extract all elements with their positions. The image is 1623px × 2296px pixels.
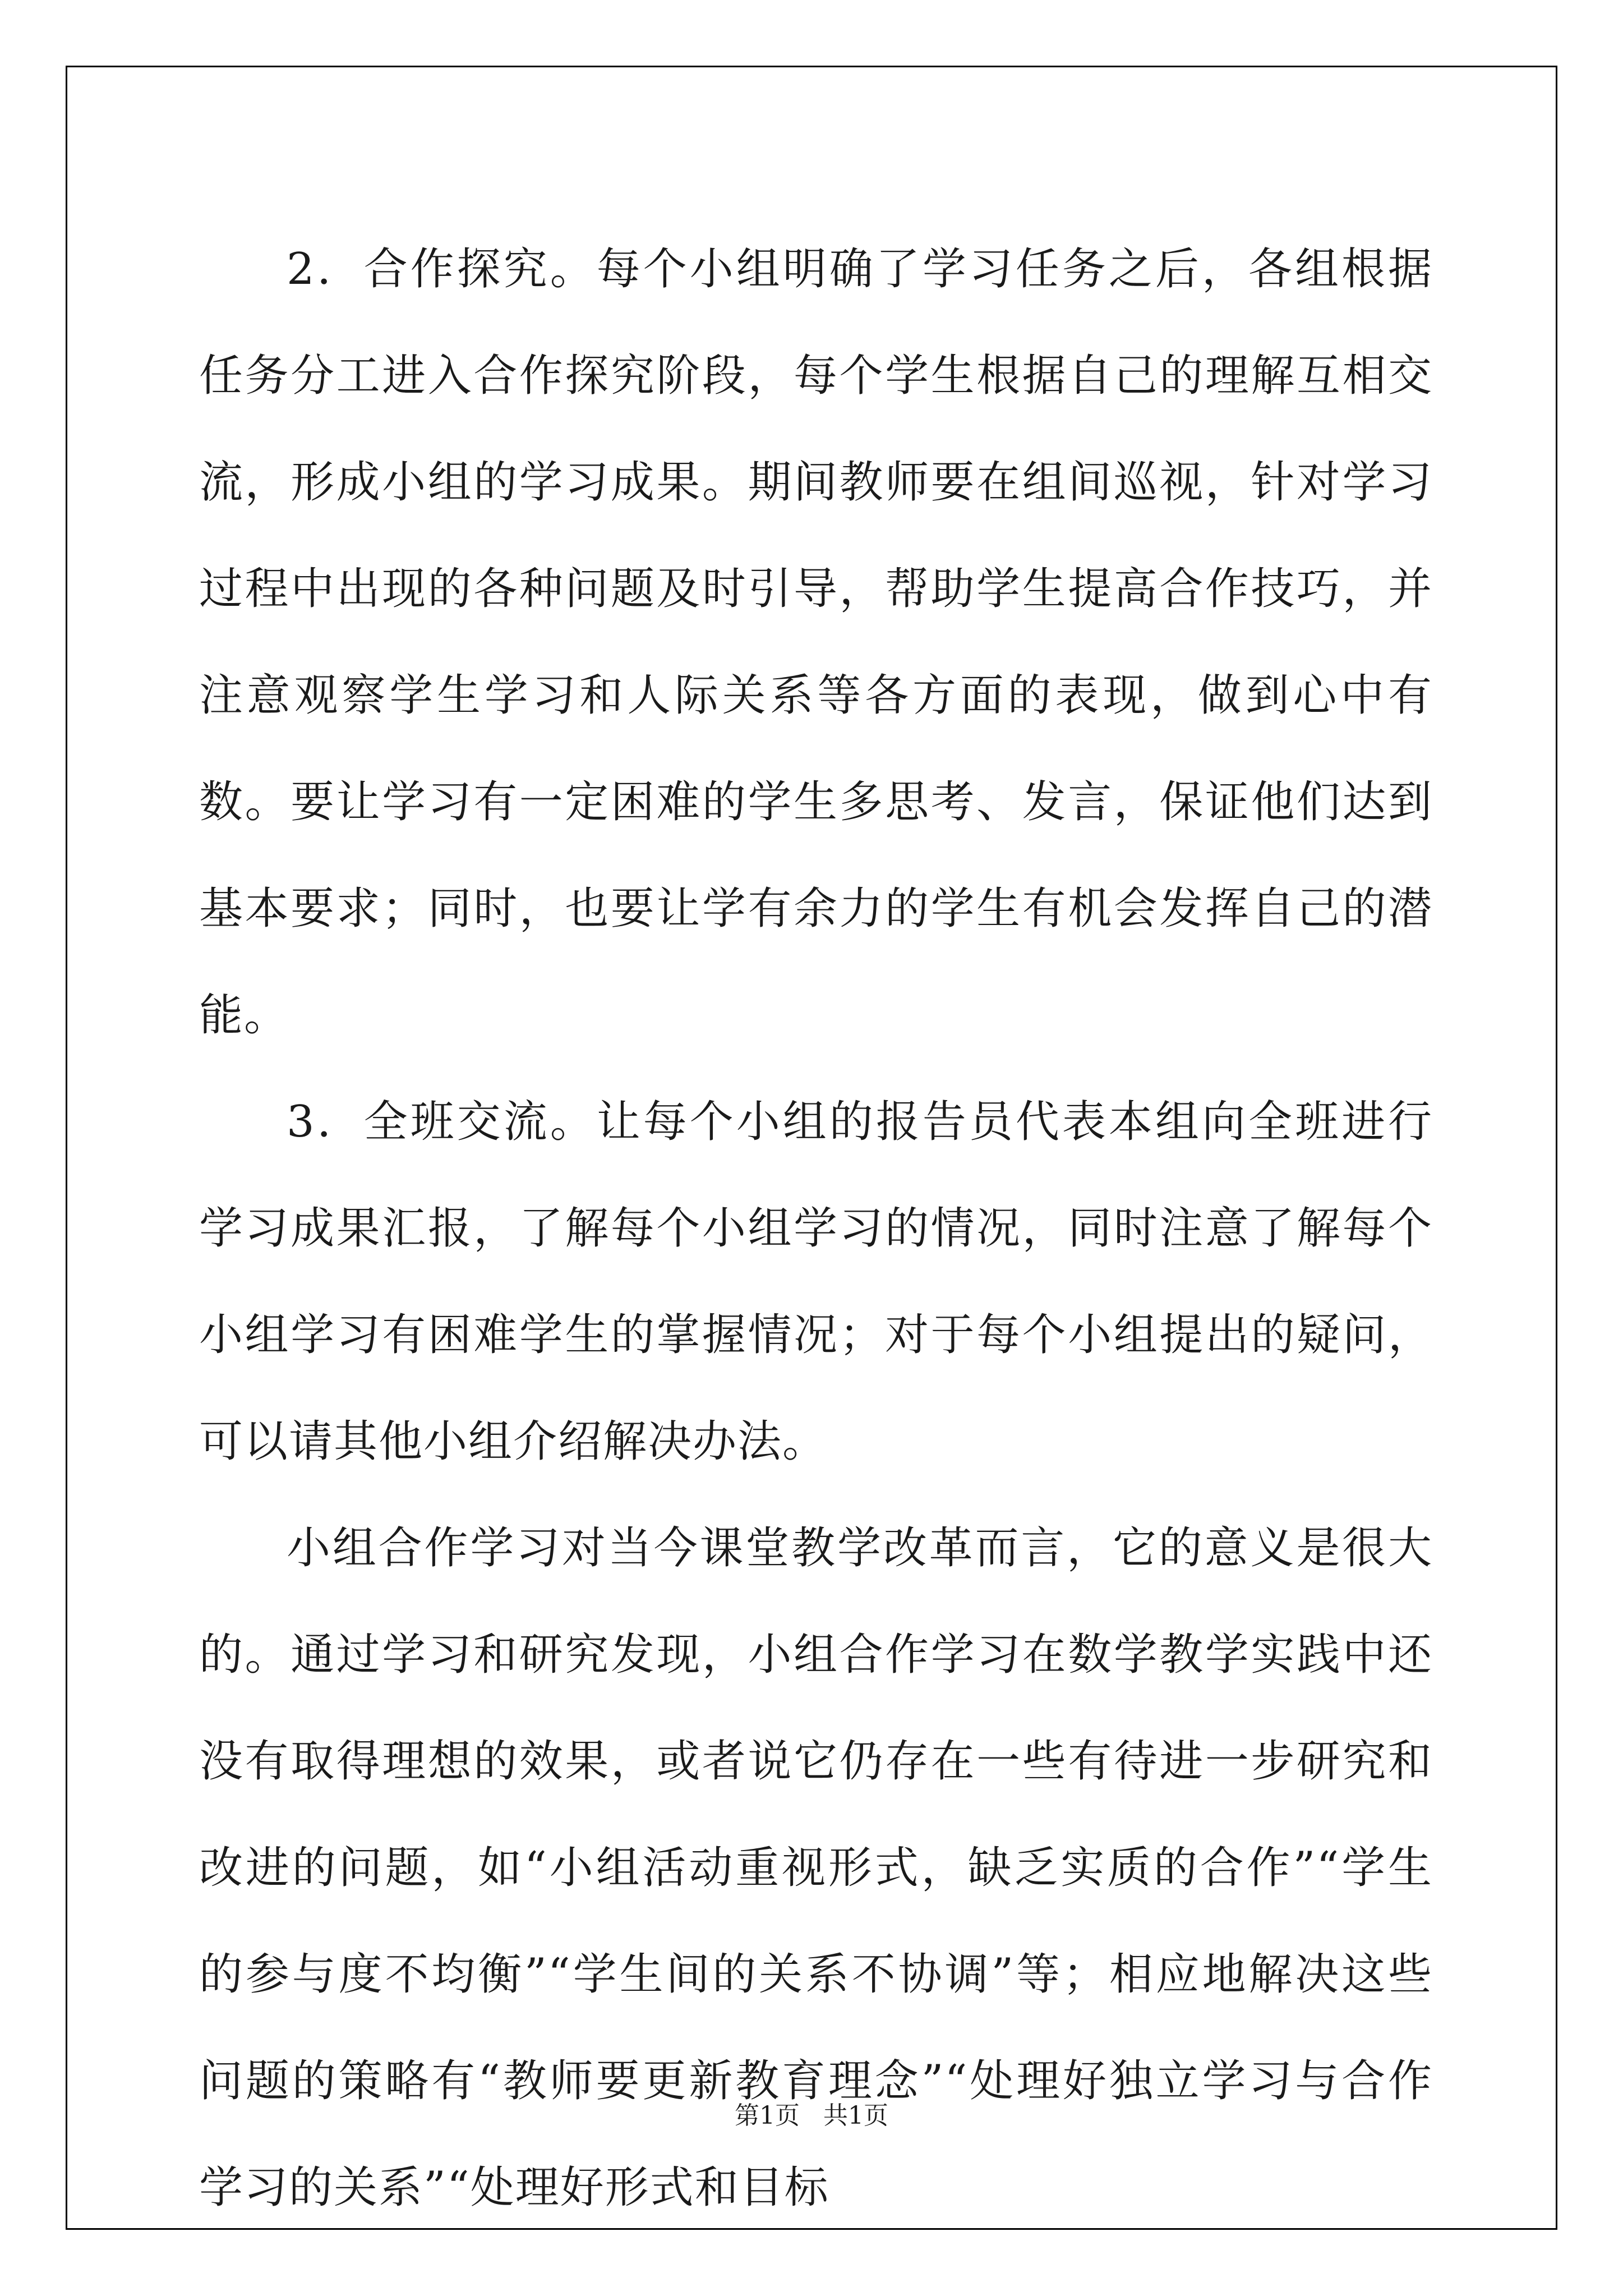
document-body (199, 216, 1433, 2241)
paragraph-class-exchange: 3．全班交流。让每个小组的报告员代表本组向全班进行学习成果汇报，了解每个小组学习的情况，同时注意了解每个小组学习有困难学生的掌握情况；对于每个小组提出的疑问，可以请其他小组介绍解决办法。 (199, 1097, 1433, 1467)
page-number-footer: 第1页 共1页 (735, 2101, 888, 2130)
paragraph-cooperative-inquiry: 2．合作探究。每个小组明确了学习任务之后，各组根据任务分工进入合作探究阶段，每个学生根据自己的理解互相交流，形成小组的学习成果。期间教师要在组间巡视，针对学习过程中出现的各种问题及时引导，帮助学生提高合作技巧，并注意观察学生学习和人际关系等各方面的表现，做到心中有数。要让学习有一定困难的学生多思考、发言，保证他们达到基本要求；同时，也要让学有余力的学生有机会发挥自己的潜能。 (199, 244, 1433, 1041)
paragraph-group-learning-significance: 小组合作学习对当今课堂教学改革而言，它的意义是很大的。通过学习和研究发现，小组合作学习在数学教学实践中还没有取得理想的效果，或者说它仍存在一些有待进一步研究和改进的问题，如“小组活动重视形式，缺乏实质的合作”“学生的参与度不均衡”“学生间的关系不协调”等；相应地解决这些问题的策略有“教师要更新教育理念”“处理好独立学习与合作学习的关系”“处理好形式和目标 (199, 1523, 1433, 2213)
